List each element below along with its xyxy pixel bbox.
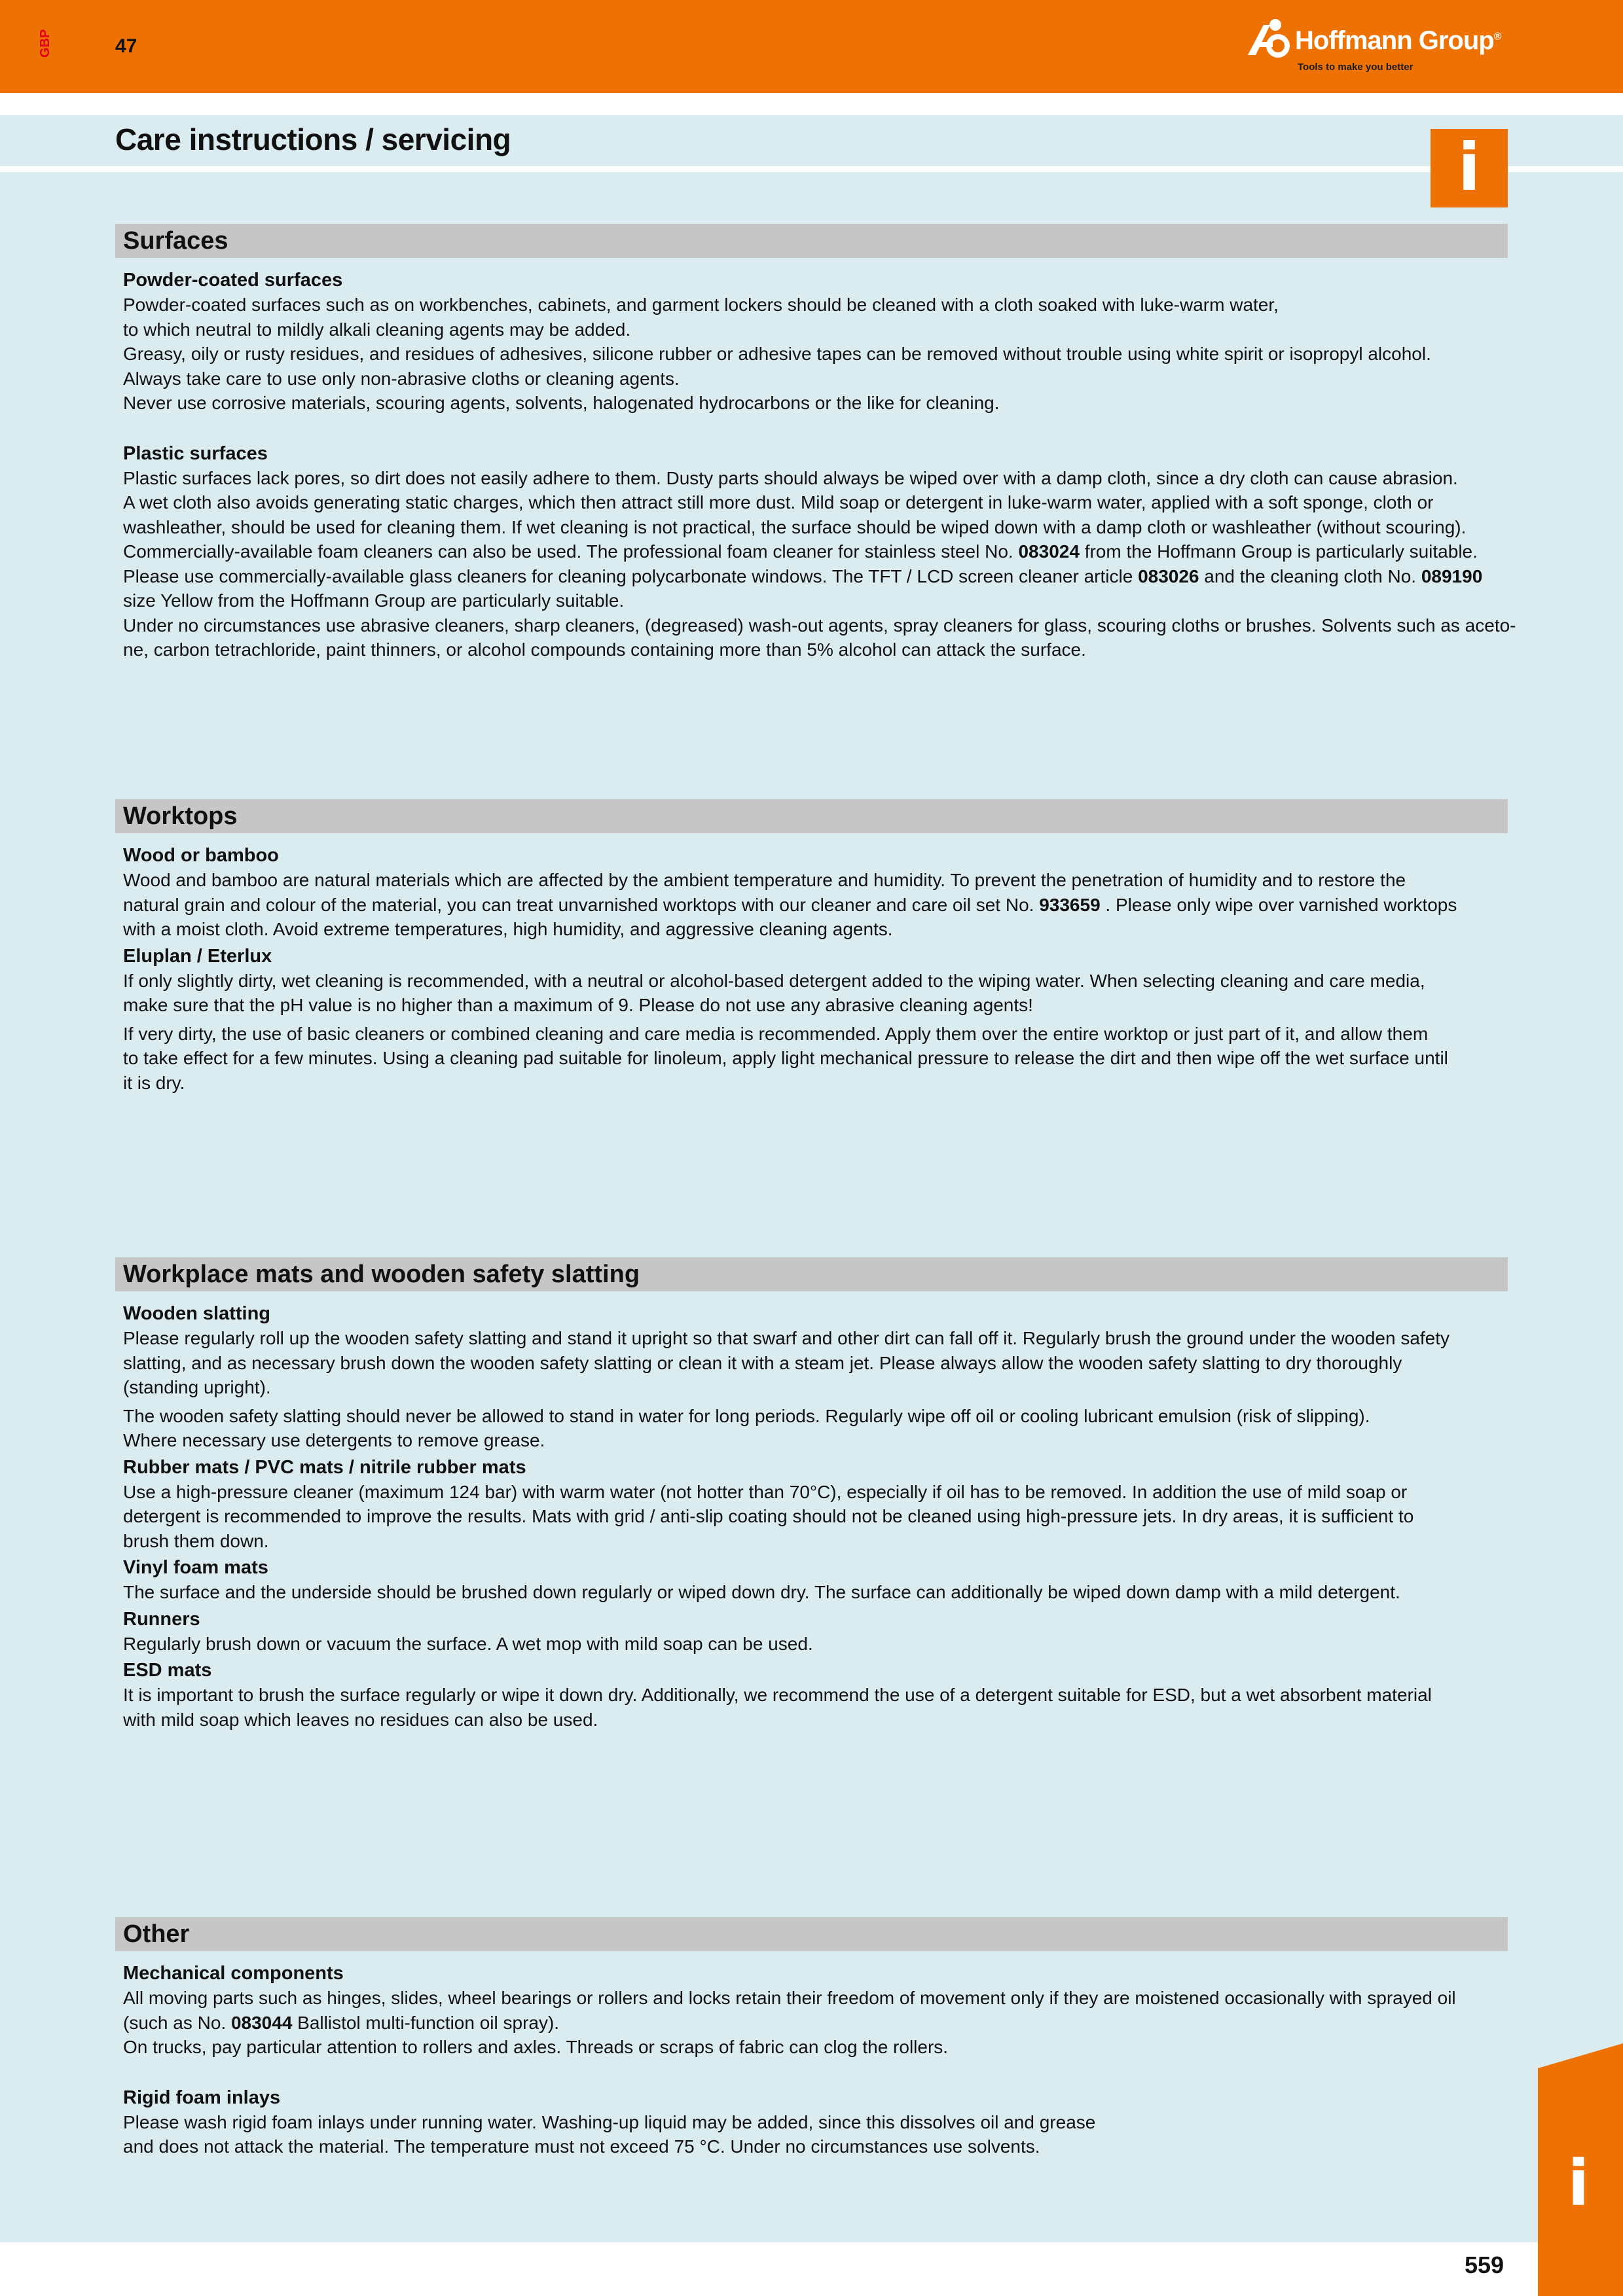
text-line: The wooden safety slatting should never be allowed to stand in water for long periods. Regularly wipe off oil or cooling lubricant emulsion (risk of slipping). <box>123 1405 1370 1426</box>
text-line: Always take care to use only non-abrasive cloths or cleaning agents. <box>123 368 680 389</box>
section-body <box>115 258 1516 662</box>
info-icon: i <box>1431 129 1508 207</box>
subheading: Runners <box>123 1608 200 1630</box>
subheading: Powder-coated surfaces <box>123 270 343 291</box>
subheading: Plastic surfaces <box>123 442 268 464</box>
paragraph <box>123 868 1508 942</box>
info-icon: i <box>1567 2147 1590 2220</box>
text-line: Please use commercially-available glass cleaners for cleaning polycarbonate windows. The TFT / LCD screen cleaner article 083026 and the cleaning cloth No. 089190 <box>123 565 1483 586</box>
footer <box>0 2242 1623 2296</box>
subheading: Vinyl foam mats <box>123 1557 268 1578</box>
paragraph <box>123 1986 1508 2060</box>
text-line: Use a high-pressure cleaner (maximum 124 bar) with warm water (not hotter than 70°C), especially if oil has to be removed. In addition the use of mild soap or <box>123 1481 1408 1502</box>
article-number: 083026 <box>1138 565 1199 586</box>
text-line: Commercially-available foam cleaners can also be used. The professional foam cleaner for stainless steel No. 083024 from the Hoffmann Group is particularly suitable. <box>123 541 1478 562</box>
article-number: 933659 <box>1039 894 1101 915</box>
hoffmann-group-logo <box>1244 17 1519 76</box>
text-line: with mild soap which leaves no residues can also be used. <box>123 1709 598 1730</box>
section-surfaces <box>115 224 1516 662</box>
text-line: Please wash rigid foam inlays under running water. Washing-up liquid may be added, since this dissolves oil and grease <box>123 2111 1096 2132</box>
text-line: natural grain and colour of the material, you can treat unvarnished worktops with our cleaner and care oil set No. 933659 . Please only wipe over varnished worktops <box>123 894 1457 915</box>
text-line: size Yellow from the Hoffmann Group are particularly suitable. <box>123 590 625 611</box>
text-line: Never use corrosive materials, scouring agents, solvents, halogenated hydrocarbons or the like for cleaning. <box>123 393 1000 413</box>
text-line: detergent is recommended to improve the results. Mats with grid / anti-slip coating should not be cleaned using high-pressure jets. In dry areas, it is sufficient to <box>123 1506 1414 1526</box>
text-line: make sure that the pH value is no higher than a maximum of 9. Please do not use any abrasive cleaning agents! <box>123 995 1033 1015</box>
text-line: (such as No. 083044 Ballistol multi-function oil spray). <box>123 2012 560 2033</box>
header-bar <box>0 0 1623 93</box>
paragraph <box>123 1022 1508 1096</box>
text-line: If very dirty, the use of basic cleaners or combined cleaning and care media is recommended. Apply them over the entire worktop or just part of it, and allow them <box>123 1023 1429 1044</box>
text-line: It is important to brush the surface regularly or wipe it down dry. Additionally, we recommend the use of a detergent suitable for ESD, but a wet absorbent material <box>123 1685 1432 1705</box>
subheading: Mechanical components <box>123 1963 344 1984</box>
page-title: Care instructions / servicing <box>115 122 511 156</box>
text-line: it is dry. <box>123 1072 185 1093</box>
text-line: All moving parts such as hinges, slides, wheel bearings or rollers and locks retain their freedom of movement only if they are moistened occasionally with sprayed oil <box>123 1988 1456 2008</box>
article-number: 083044 <box>230 2012 293 2033</box>
section-worktops <box>115 799 1508 1095</box>
article-number: 089190 <box>1421 565 1483 586</box>
text-line: Powder-coated surfaces such as on workbenches, cabinets, and garment lockers should be cleaned with a cloth soaked with luke-warm water, <box>123 295 1279 315</box>
hoffmann-logo-icon <box>1244 17 1296 59</box>
text-line: to take effect for a few minutes. Using a cleaning pad suitable for linoleum, apply light mechanical pressure to release the dirt and then wipe off the wet surface until <box>123 1048 1448 1068</box>
text-line: brush them down. <box>123 1530 269 1551</box>
paragraph <box>123 1404 1508 1453</box>
subheading: Wooden slatting <box>123 1303 271 1324</box>
section-workplace-mats <box>115 1257 1508 1732</box>
country-code: GBP <box>38 29 52 58</box>
text-line: ne, carbon tetrachloride, paint thinners, or alcohol compounds containing more than 5% alcohol can attack the surface. <box>123 639 1086 660</box>
catalogue-number: 47 <box>115 35 137 57</box>
paragraph <box>123 1632 1508 1657</box>
paragraph <box>123 2110 1508 2159</box>
section-body <box>115 1291 1508 1732</box>
section-heading: Workplace mats and wooden safety slatting <box>115 1257 1508 1291</box>
paragraph <box>123 969 1508 1018</box>
text-line: The surface and the underside should be brushed down regularly or wiped down dry. The surface can additionally be wiped down damp with a mild detergent. <box>123 1582 1400 1602</box>
text-line: Regularly brush down or vacuum the surface. A wet mop with mild soap can be used. <box>123 1633 813 1654</box>
article-number: 083024 <box>1018 541 1080 562</box>
text-line: with a moist cloth. Avoid extreme temperatures, high humidity, and aggressive cleaning agents. <box>123 919 893 939</box>
header-spacer <box>0 93 1623 115</box>
subheading: Wood or bamboo <box>123 845 279 866</box>
text-line: and does not attack the material. The temperature must not exceed 75 °C. Under no circumstances use solvents. <box>123 2136 1040 2157</box>
paragraph <box>123 1326 1508 1400</box>
subheading: ESD mats <box>123 1660 212 1681</box>
paragraph <box>123 466 1516 662</box>
subheading: Rigid foam inlays <box>123 2087 281 2108</box>
text-line: Plastic surfaces lack pores, so dirt does not easily adhere to them. Dusty parts should always be wiped over with a damp cloth, since a dry cloth can cause abrasion. <box>123 467 1458 488</box>
text-line: slatting, and as necessary brush down the wooden safety slatting or clean it with a steam jet. Please always allow the wooden safety slatting to dry thoroughly <box>123 1352 1402 1373</box>
text-line: Please regularly roll up the wooden safety slatting and stand it upright so that swarf and other dirt can fall off it. Regularly brush the ground under the wooden safety <box>123 1328 1450 1348</box>
text-line: Where necessary use detergents to remove grease. <box>123 1430 545 1450</box>
subheading: Rubber mats / PVC mats / nitrile rubber mats <box>123 1456 526 1478</box>
section-heading: Surfaces <box>115 224 1508 258</box>
text-line: If only slightly dirty, wet cleaning is recommended, with a neutral or alcohol-based detergent added to the wiping water. When selecting cleaning and care media, <box>123 970 1425 991</box>
paragraph <box>123 1580 1508 1605</box>
text-line: to which neutral to mildly alkali cleaning agents may be added. <box>123 319 631 340</box>
text-line: Under no circumstances use abrasive cleaners, sharp cleaners, (degreased) wash-out agents, spray cleaners for glass, scouring cloths or brushes. Solvents such as aceto- <box>123 615 1516 636</box>
paragraph <box>123 293 1508 416</box>
logo-name: Hoffmann Group® <box>1295 26 1501 55</box>
text-line: Wood and bamboo are natural materials which are affected by the ambient temperature and humidity. To prevent the penetration of humidity and to restore the <box>123 870 1406 890</box>
section-heading: Worktops <box>115 799 1508 833</box>
subheading: Eluplan / Eterlux <box>123 945 272 967</box>
paragraph <box>123 1683 1508 1732</box>
section-body <box>115 1951 1508 2159</box>
section-other <box>115 1917 1508 2159</box>
section-heading: Other <box>115 1917 1508 1951</box>
text-line: A wet cloth also avoids generating static charges, which then attract still more dust. Mild soap or detergent in luke-warm water, applied with a soft sponge, cloth or <box>123 492 1434 512</box>
section-body <box>115 833 1508 1095</box>
title-divider <box>0 166 1623 172</box>
paragraph <box>123 1480 1508 1554</box>
page-number: 559 <box>1465 2251 1504 2278</box>
logo-tagline: Tools to make you better <box>1298 62 1413 73</box>
text-line: Greasy, oily or rusty residues, and residues of adhesives, silicone rubber or adhesive tapes can be removed without trouble using white spirit or isopropyl alcohol. <box>123 344 1431 364</box>
text-line: (standing upright). <box>123 1377 271 1397</box>
text-line: washleather, should be used for cleaning them. If wet cleaning is not practical, the surface should be wiped down with a damp cloth or washleather (without scouring). <box>123 516 1467 537</box>
text-line: On trucks, pay particular attention to rollers and axles. Threads or scraps of fabric can clog the rollers. <box>123 2037 949 2057</box>
